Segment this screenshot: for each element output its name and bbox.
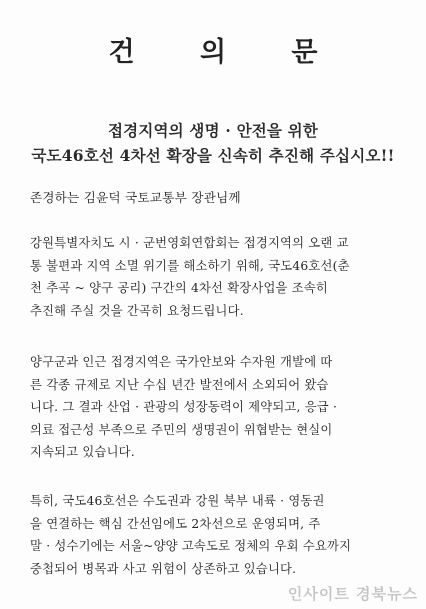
paragraph-line: 양구군과 인근 접경지역은 국가안보와 수자원 개발에 따 xyxy=(30,355,333,369)
paragraph-3 xyxy=(30,490,402,580)
paragraph-line: 강원특별자치도 시 · 군번영회연합회는 접경지역의 오랜 교 xyxy=(30,236,349,250)
paragraph-line: 중첩되어 병목과 사고 위험이 상존하고 있습니다. xyxy=(30,561,297,576)
paragraph-line: 지속되고 있습니다. xyxy=(30,445,135,459)
paragraph-line: 니다. 그 결과 산업 · 관광의 성장동력이 제약되고, 응급 · xyxy=(30,400,338,414)
paragraph-2 xyxy=(30,351,402,464)
salutation: 존경하는 김윤덕 국토교통부 장관님께 xyxy=(30,190,241,205)
document-title: 건 의 문 xyxy=(108,37,346,68)
paragraph-line: 통 불편과 지역 소멸 위기를 해소하기 위해, 국도46호선(춘 xyxy=(30,258,350,273)
watermark-logo: 인사이트 경북뉴스 xyxy=(287,585,418,603)
paragraph-line: 을 연결하는 핵심 간선임에도 2차선으로 운영되며, 주 xyxy=(30,516,321,531)
paragraph-1 xyxy=(30,232,402,322)
paragraph-line: 천 추곡 ~ 양구 공리) 구간의 4차선 확장사업을 조속히 xyxy=(30,281,328,295)
paragraph-line: 말 · 성수기에는 서울~양양 고속도로 정체의 우회 수요까지 xyxy=(30,539,352,553)
paragraph-line: 의료 접근성 부족으로 주민의 생명권이 위협받는 현실이 xyxy=(30,422,333,437)
headline-line-1: 접경지역의 생명 · 안전을 위한 xyxy=(107,121,319,140)
paragraph-line: 른 각종 규제로 지난 수십 년간 발전에서 소외되어 왔습 xyxy=(30,377,329,392)
headline-line-2: 국도46호선 4차선 확장을 신속히 추진해 주십시오!! xyxy=(31,146,395,165)
paragraph-line: 추진해 주실 것을 간곡히 요청드립니다. xyxy=(30,303,244,318)
paragraph-line: 특히, 국도46호선은 수도권과 강원 북부 내륙 · 영동권 xyxy=(30,494,325,508)
